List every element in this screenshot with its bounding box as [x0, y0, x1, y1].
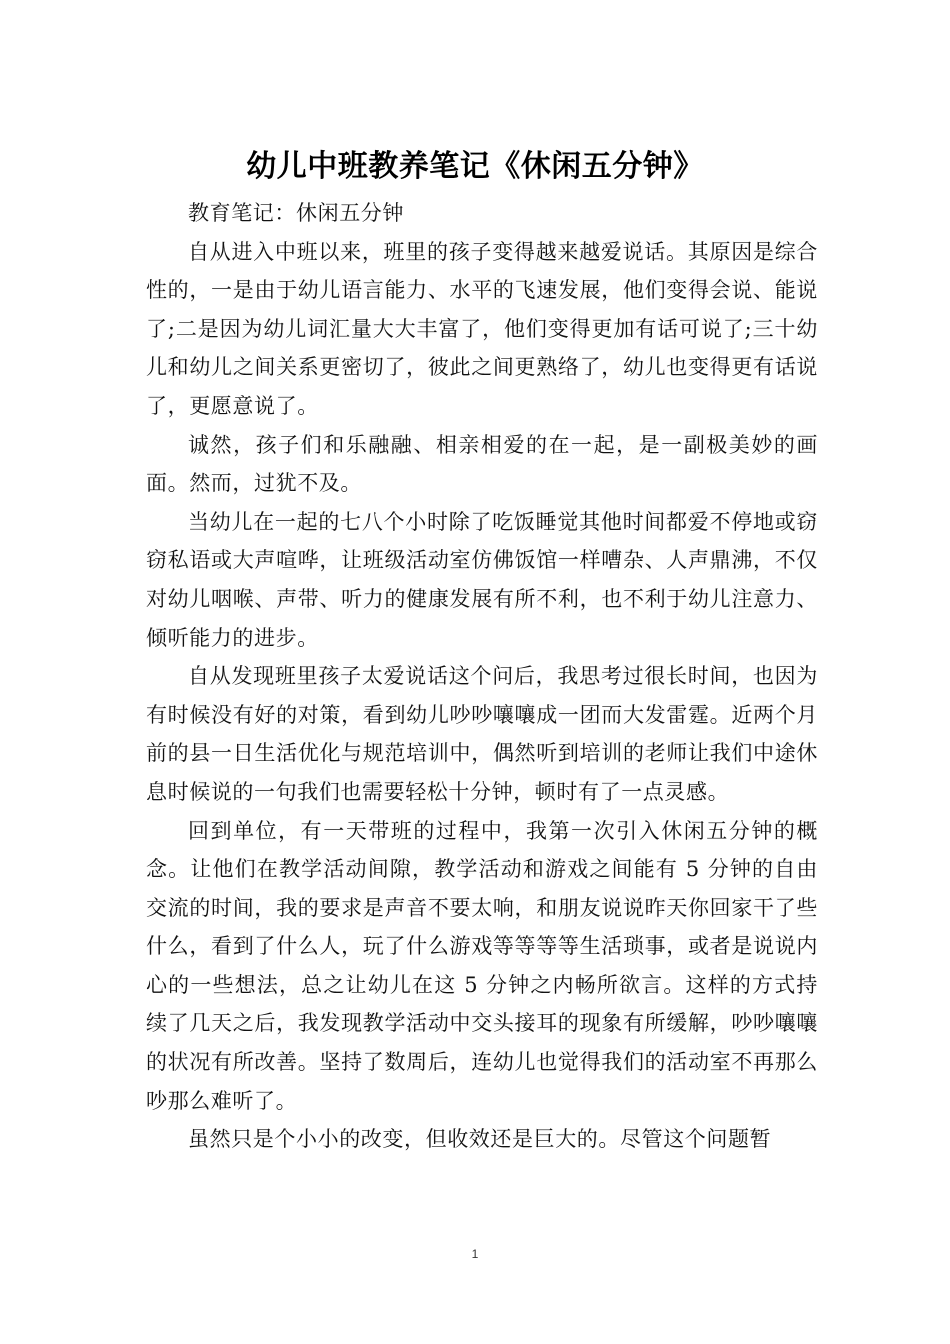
paragraph: 虽然只是个小小的改变，但收效还是巨大的。尽管这个问题暂: [188, 1127, 772, 1152]
document-title: 幼儿中班教养笔记《休闲五分钟》: [246, 149, 704, 185]
paragraph-heading: 教育笔记：休闲五分钟: [188, 201, 404, 225]
paragraph: 自从发现班里孩子太爱说话这个问后，我思考过很长时间，也因为有时候没有好的对策，看到幼儿吵吵嚷嚷成一团而大发雷霆。近两个月前的县一日生活优化与规范培训中，偶然听到培训的老师让我们中途休息时候说的一句我们也需要轻松十分钟，顿时有了一点灵感。: [146, 664, 818, 804]
paragraph: 当幼儿在一起的七八个小时除了吃饭睡觉其他时间都爱不停地或窃窃私语或大声喧哗，让班级活动室仿佛饭馆一样嘈杂、人声鼎沸，不仅对幼儿咽喉、声带、听力的健康发展有所不利，也不利于幼儿注意力、倾听能力的进步。: [146, 509, 818, 650]
paragraph: 自从进入中班以来，班里的孩子变得越来越爱说话。其原因是综合性的，一是由于幼儿语言能力、水平的飞速发展，他们变得会说、能说了;二是因为幼儿词汇量大大丰富了，他们变得更加有话可说了;三十幼儿和幼儿之间关系更密切了，彼此之间更熟络了，幼儿也变得更有话说了，更愿意说了。: [146, 239, 818, 418]
document-body: [146, 194, 818, 1159]
page-number: 1: [471, 1247, 479, 1261]
paragraph: 回到单位，有一天带班的过程中，我第一次引入休闲五分钟的概念。让他们在教学活动间隙，教学活动和游戏之间能有 5 分钟的自由交流的时间，我的要求是声音不要太响，和朋友说说昨天你回家干了些什么，看到了什么人，玩了什么游戏等等等等生活琐事，或者是说说内心的一些想法，总之让幼儿在这 5 分钟之内畅所欲言。这样的方式持续了几天之后，我发现教学活动中交头接耳的现象有所缓解，吵吵嚷嚷的状况有所改善。坚持了数周后，连幼儿也觉得我们的活动室不再那么吵那么难听了。: [146, 818, 818, 1113]
paragraph: 诚然，孩子们和乐融融、相亲相爱的在一起，是一副极美妙的画面。然而，过犹不及。: [146, 432, 818, 496]
